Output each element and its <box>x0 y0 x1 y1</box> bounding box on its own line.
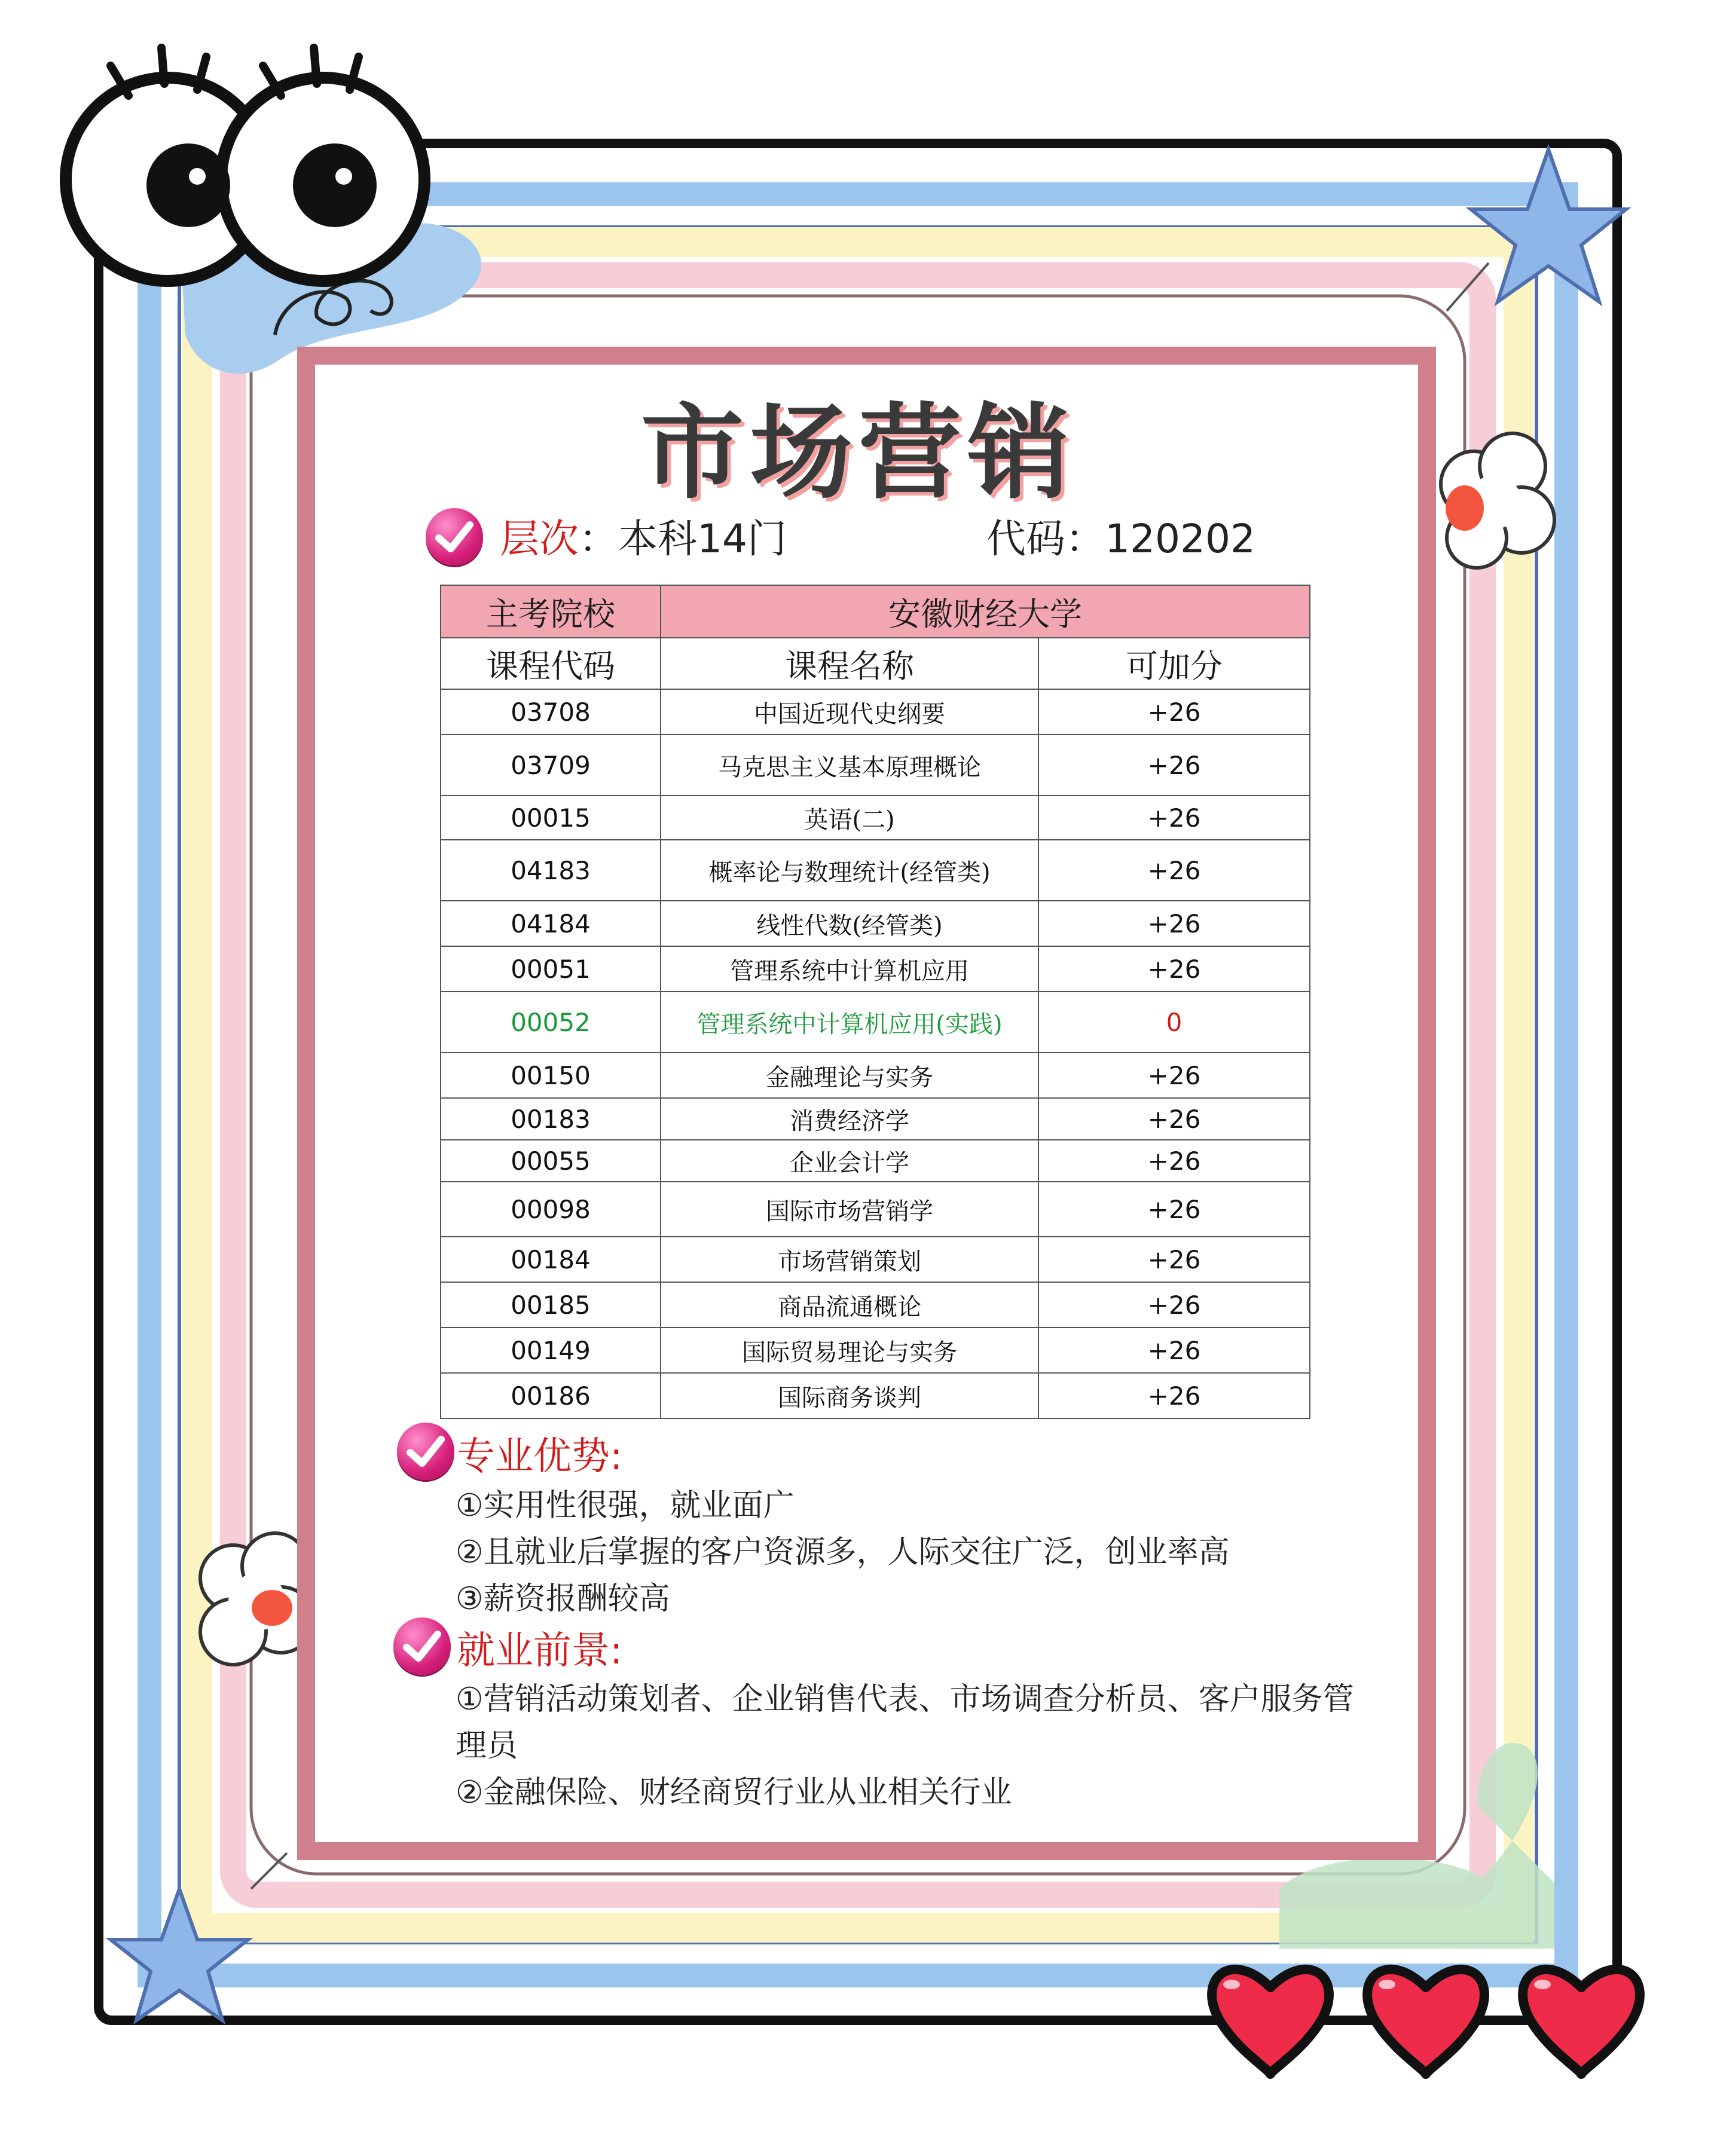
course-name-cell: 企业会计学 <box>661 1140 1038 1182</box>
course-name-cell: 商品流通概论 <box>661 1282 1038 1328</box>
advantage-item: ②且就业后掌握的客户资源多，人际交往广泛，创业率高 <box>456 1534 1230 1570</box>
course-points-cell: +26 <box>1038 1328 1310 1373</box>
course-name-cell: 国际市场营销学 <box>661 1182 1038 1237</box>
course-row <box>441 796 1310 840</box>
course-name-cell: 管理系统中计算机应用(实践) <box>661 992 1038 1053</box>
course-code-cell: 00186 <box>441 1373 661 1418</box>
course-row <box>441 689 1310 735</box>
course-name-cell: 国际贸易理论与实务 <box>661 1328 1038 1373</box>
course-row <box>441 946 1310 992</box>
course-points-cell: +26 <box>1038 1098 1310 1140</box>
column-header-code: 课程代码 <box>441 638 661 689</box>
check-icon <box>393 1617 451 1675</box>
course-points-cell: +26 <box>1038 840 1310 901</box>
course-code-cell: 00183 <box>441 1098 661 1140</box>
column-header-row <box>441 638 1310 689</box>
course-points-cell: +26 <box>1038 1373 1310 1418</box>
institution-label: 主考院校 <box>441 585 661 638</box>
advantages-heading: 专业优势: <box>457 1435 623 1479</box>
course-name-cell: 国际商务谈判 <box>661 1373 1038 1418</box>
course-name-cell: 消费经济学 <box>661 1098 1038 1140</box>
prospects-heading: 就业前景: <box>457 1629 623 1673</box>
course-code-cell: 00015 <box>441 796 661 840</box>
code-value: 120202 <box>1105 516 1255 562</box>
advantage-item: ①实用性很强，就业面广 <box>456 1488 795 1524</box>
institution-value: 安徽财经大学 <box>661 585 1310 638</box>
code-label: 代码 <box>986 516 1065 562</box>
colon: ： <box>1065 516 1105 562</box>
course-row <box>441 1140 1310 1182</box>
prospect-item: ①营销活动策划者、企业销售代表、市场调查分析员、客户服务管 <box>456 1681 1354 1717</box>
course-code-cell: 00150 <box>441 1053 661 1098</box>
course-row <box>441 992 1310 1053</box>
course-points-cell: +26 <box>1038 1182 1310 1237</box>
page-title: 市场营销 <box>641 393 1076 513</box>
level-label: 层次 <box>500 516 579 562</box>
course-code-cell: 00055 <box>441 1140 661 1182</box>
check-icon <box>426 508 483 565</box>
course-row <box>441 1053 1310 1098</box>
course-points-cell: 0 <box>1038 992 1310 1053</box>
course-code-cell: 03708 <box>441 689 661 735</box>
course-points-cell: +26 <box>1038 735 1310 796</box>
course-name-cell: 概率论与数理统计(经管类) <box>661 840 1038 901</box>
course-points-cell: +26 <box>1038 1140 1310 1182</box>
course-table <box>440 585 1310 1419</box>
prospect-item: ②金融保险、财经商贸行业从业相关行业 <box>456 1775 1012 1811</box>
level-line <box>500 507 787 564</box>
course-row <box>441 840 1310 901</box>
course-points-cell: +26 <box>1038 1282 1310 1328</box>
course-code-cell: 00051 <box>441 946 661 992</box>
course-name-cell: 英语(二) <box>661 796 1038 840</box>
colon: ： <box>579 516 618 562</box>
course-name-cell: 中国近现代史纲要 <box>661 689 1038 735</box>
course-code-cell: 00149 <box>441 1328 661 1373</box>
course-row <box>441 1098 1310 1140</box>
course-row <box>441 735 1310 796</box>
course-points-cell: +26 <box>1038 689 1310 735</box>
course-row <box>441 1182 1310 1237</box>
column-header-points: 可加分 <box>1038 638 1310 689</box>
course-code-cell: 00098 <box>441 1182 661 1237</box>
column-header-name: 课程名称 <box>661 638 1038 689</box>
course-name-cell: 线性代数(经管类) <box>661 901 1038 946</box>
level-value: 本科14门 <box>618 516 787 562</box>
course-name-cell: 金融理论与实务 <box>661 1053 1038 1098</box>
check-icon <box>397 1423 454 1480</box>
course-points-cell: +26 <box>1038 1237 1310 1282</box>
course-row <box>441 1237 1310 1282</box>
course-code-cell: 00185 <box>441 1282 661 1328</box>
code-line <box>986 507 1255 564</box>
course-row <box>441 1282 1310 1328</box>
course-points-cell: +26 <box>1038 1053 1310 1098</box>
course-row <box>441 901 1310 946</box>
course-points-cell: +26 <box>1038 901 1310 946</box>
course-name-cell: 马克思主义基本原理概论 <box>661 735 1038 796</box>
prospect-item: 理员 <box>456 1728 518 1764</box>
course-code-cell: 04183 <box>441 840 661 901</box>
course-row <box>441 1328 1310 1373</box>
course-name-cell: 管理系统中计算机应用 <box>661 946 1038 992</box>
course-points-cell: +26 <box>1038 796 1310 840</box>
course-name-cell: 市场营销策划 <box>661 1237 1038 1282</box>
institution-row <box>441 585 1310 638</box>
course-row <box>441 1373 1310 1418</box>
course-points-cell: +26 <box>1038 946 1310 992</box>
advantage-item: ③薪资报酬较高 <box>456 1581 670 1617</box>
course-code-cell: 00184 <box>441 1237 661 1282</box>
course-code-cell: 00052 <box>441 992 661 1053</box>
course-code-cell: 03709 <box>441 735 661 796</box>
course-code-cell: 04184 <box>441 901 661 946</box>
